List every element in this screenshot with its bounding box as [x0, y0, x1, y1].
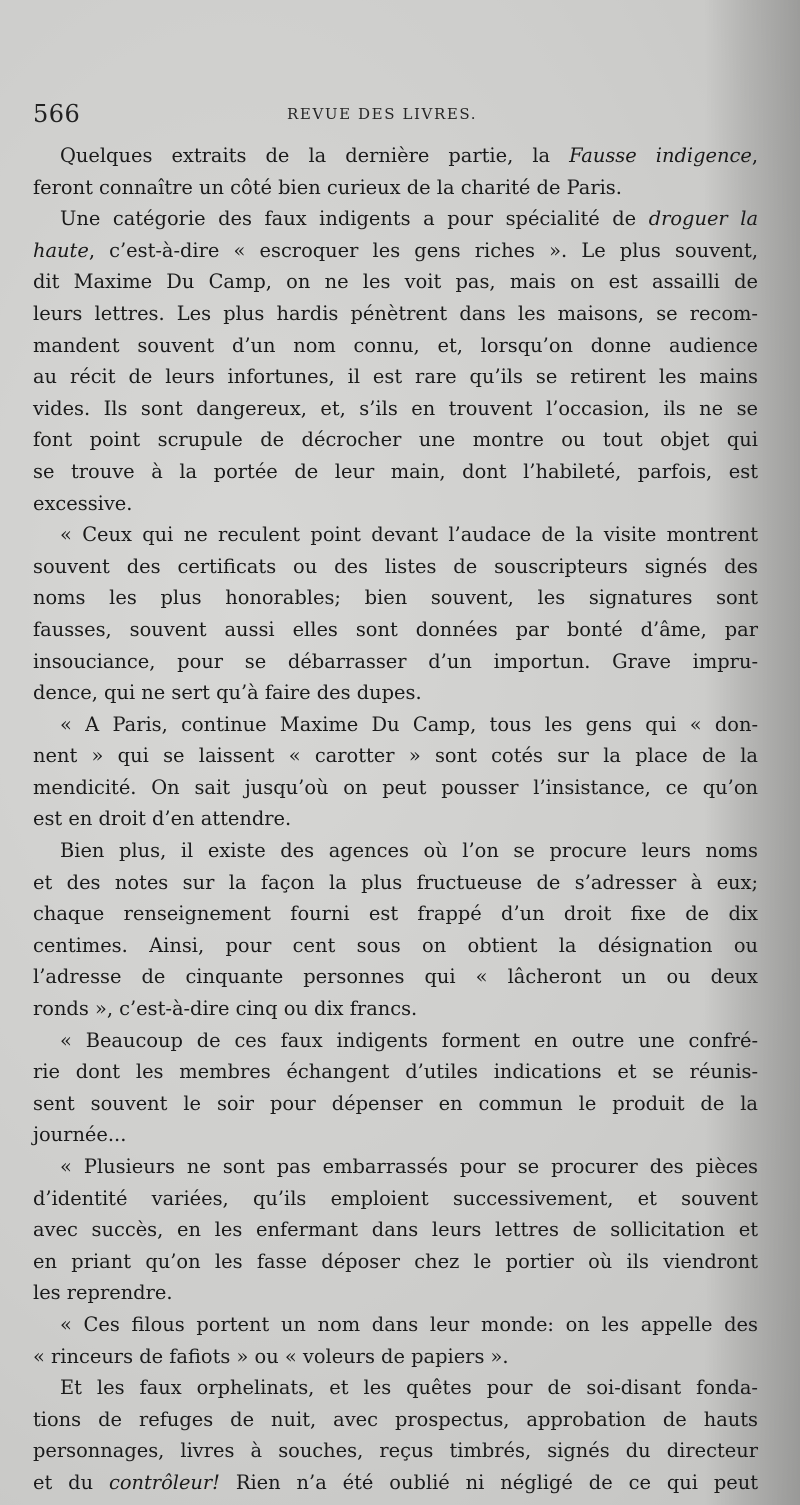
paragraph: [33, 203, 758, 519]
text-span: Quelques extraits de la dernière partie, la: [60, 144, 551, 167]
text-line: centimes. Ainsi, pour cent sous on obtient la désignation ou: [33, 933, 758, 957]
text-line: les reprendre.: [33, 1281, 173, 1305]
text-line: mandent souvent d’un nom connu, et, lorsqu’on donne audience: [33, 333, 758, 357]
text-line: [33, 1467, 758, 1499]
page-header: [0, 100, 800, 130]
text-span: , c’est-à-dire « escroquer les gens riches ». Le plus souvent,: [88, 238, 758, 262]
paragraph: [33, 709, 758, 835]
text-line: Et les faux orphelinats, et les quêtes pour de soi-disant fonda-: [60, 1376, 758, 1400]
text-line: personnages, livres à souches, reçus timbrés, signés du directeur: [33, 1439, 758, 1463]
text-line: l’adresse de cinquante personnes qui « lâcheront un ou deux: [33, 965, 758, 989]
text-line: tions de refuges de nuit, avec prospectus, approbation de hauts: [33, 1407, 758, 1431]
body-text: [33, 140, 758, 1499]
page-number: 566: [33, 100, 81, 128]
text-line: « Beaucoup de ces faux indigents forment en outre une confré-: [60, 1028, 758, 1052]
text-span: et du: [33, 1470, 94, 1494]
paragraph: [33, 1309, 758, 1372]
text-line: insouciance, pour se débarrasser d’un importun. Grave impru-: [33, 649, 758, 673]
text-line: chaque renseignement fourni est frappé d’un droit fixe de dix: [33, 902, 758, 926]
text-line: [33, 235, 758, 267]
text-line: en priant qu’on les fasse déposer chez le portier où ils viendront: [33, 1249, 758, 1273]
text-line: est en droit d’en attendre.: [33, 807, 292, 831]
text-span: ,: [751, 144, 758, 167]
text-line: journée...: [33, 1123, 127, 1147]
text-line: dence, qui ne sert qu’à faire des dupes.: [33, 681, 422, 705]
text-line: « Ces filous portent un nom dans leur monde: on les appelle des: [60, 1312, 758, 1336]
paragraph: [33, 1025, 758, 1151]
text-line: avec succès, en les enfermant dans leurs lettres de sollicitation et: [33, 1218, 758, 1242]
text-line: dit Maxime Du Camp, on ne les voit pas, mais on est assailli de: [33, 270, 758, 294]
text-line: noms les plus honorables; bien souvent, les signatures sont: [33, 586, 758, 610]
text-line: feront connaître un côté bien curieux de la charité de Paris.: [33, 175, 622, 199]
text-line: rie dont les membres échangent d’utiles indications et se réunis-: [33, 1060, 758, 1084]
text-line: et des notes sur la façon la plus fructueuse de s’adresser à eux;: [33, 870, 758, 894]
paragraph: [33, 519, 758, 709]
text-line: souvent des certificats ou des listes de souscripteurs signés des: [33, 554, 758, 578]
text-line: d’identité variées, qu’ils emploient successivement, et souvent: [33, 1186, 758, 1210]
text-line: au récit de leurs infortunes, il est rare qu’ils se retirent les mains: [33, 365, 758, 389]
text-line: excessive.: [33, 491, 133, 515]
paragraph: [33, 1372, 758, 1498]
paragraph: [33, 1151, 758, 1309]
text-line: « Ceux qui ne reculent point devant l’audace de la visite montrent: [60, 523, 758, 547]
text-span: Une catégorie des faux indigents a pour spécialité de: [60, 207, 637, 231]
text-line: « rinceurs de fafiots » ou « voleurs de papiers ».: [33, 1344, 509, 1368]
italic-term: haute: [33, 238, 89, 262]
text-line: se trouve à la portée de leur main, dont l’habileté, parfois, est: [33, 459, 758, 483]
text-line: leurs lettres. Les plus hardis pénètrent dans les maisons, se recom-: [33, 301, 758, 325]
text-line: [33, 203, 758, 235]
text-line: sent souvent le soir pour dépenser en commun le produit de la: [33, 1091, 758, 1115]
italic-term: contrôleur!: [108, 1470, 220, 1494]
paragraph: [33, 140, 758, 203]
text-line: ronds », c’est-à-dire cinq ou dix francs.: [33, 997, 418, 1021]
text-span: Rien n’a été oublié ni négligé de ce qui peut: [219, 1470, 758, 1494]
running-title: REVUE DES LIVRES.: [287, 105, 478, 123]
text-line: mendicité. On sait jusqu’où on peut pousser l’insistance, ce qu’on: [33, 775, 758, 799]
italic-term: droguer la: [648, 207, 759, 231]
text-line: Bien plus, il existe des agences où l’on se procure leurs noms: [60, 839, 758, 863]
italic-title: Fausse indigence: [569, 144, 752, 167]
text-line: [33, 140, 758, 172]
text-line: « Plusieurs ne sont pas embarrassés pour se procurer des pièces: [60, 1155, 758, 1178]
text-line: nent » qui se laissent « carotter » sont cotés sur la place de la: [33, 744, 758, 768]
text-line: font point scrupule de décrocher une montre ou tout objet qui: [33, 428, 758, 452]
text-line: « A Paris, continue Maxime Du Camp, tous les gens qui « don-: [60, 712, 758, 736]
text-line: fausses, souvent aussi elles sont données par bonté d’âme, par: [33, 617, 758, 641]
paragraph: [33, 835, 758, 1025]
text-line: vides. Ils sont dangereux, et, s’ils en trouvent l’occasion, ils ne se: [33, 396, 758, 420]
